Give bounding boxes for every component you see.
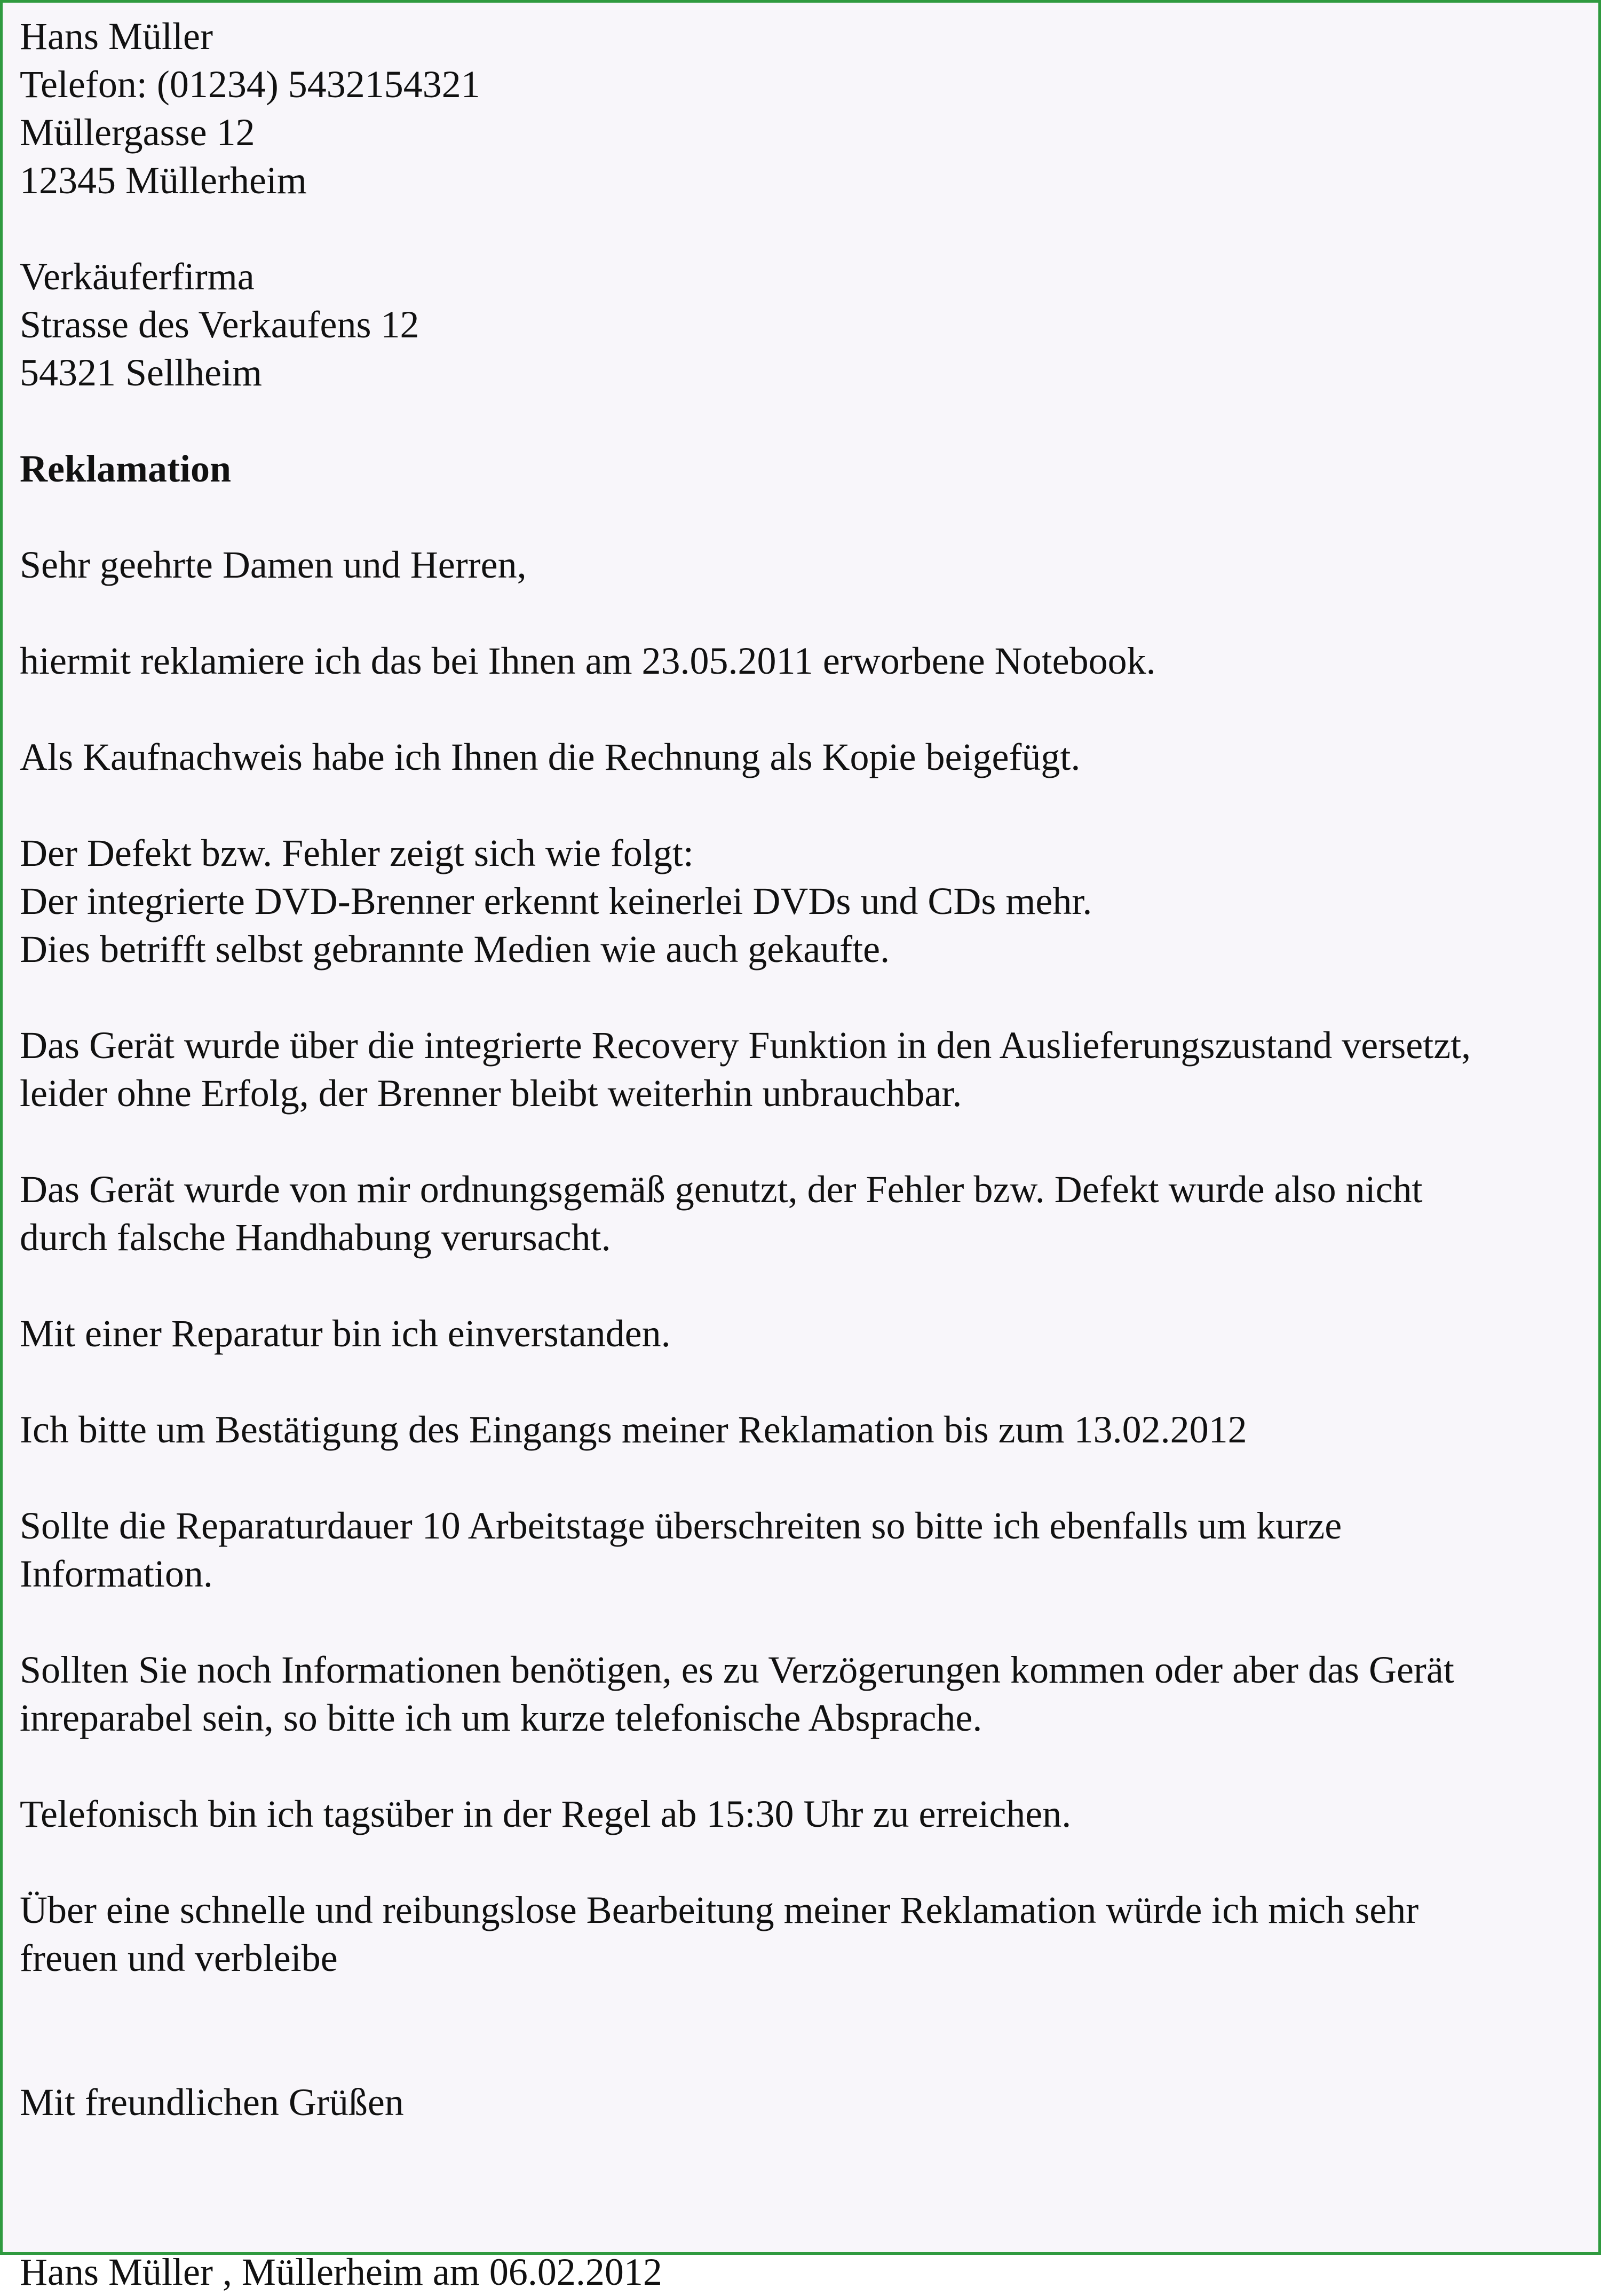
body-line: freuen und verbleibe — [20, 1937, 338, 1979]
body-line: Mit einer Reparatur bin ich einverstanden. — [20, 1312, 671, 1355]
paragraph-spacer — [20, 1117, 1594, 1165]
paragraph-spacer — [20, 1598, 1594, 1646]
letter-body — [20, 637, 1594, 1982]
sender-block — [20, 12, 1594, 204]
paragraph-defect — [20, 829, 1594, 973]
sender-city: 12345 Müllerheim — [20, 159, 307, 202]
body-line: Das Gerät wurde von mir ordnungsgemäß genutzt, der Fehler bzw. Defekt wurde also nicht — [20, 1168, 1423, 1211]
paragraph-phone-availability — [20, 1790, 1594, 1838]
paragraph-spacer — [20, 781, 1594, 829]
paragraph-spacer — [20, 973, 1594, 1021]
letter-subject: Reklamation — [20, 447, 231, 490]
sender-phone: Telefon: (01234) 5432154321 — [20, 63, 480, 106]
paragraph-spacer — [20, 1454, 1594, 1502]
body-line: Als Kaufnachweis habe ich Ihnen die Rechnung als Kopie beigefügt. — [20, 736, 1081, 778]
paragraph-spacer — [20, 1838, 1594, 1886]
spacer — [20, 493, 1594, 541]
body-line: Ich bitte um Bestätigung des Eingangs meiner Reklamation bis zum 13.02.2012 — [20, 1408, 1247, 1451]
body-line: Telefonisch bin ich tagsüber in der Regel ab 15:30 Uhr zu erreichen. — [20, 1793, 1072, 1835]
spacer — [20, 204, 1594, 253]
sender-name: Hans Müller — [20, 15, 213, 58]
body-line: inreparabel sein, so bitte ich um kurze telefonische Absprache. — [20, 1697, 982, 1739]
signature-spacer — [20, 2126, 1594, 2248]
salutation: Sehr geehrte Damen und Herren, — [20, 543, 527, 586]
body-line: durch falsche Handhabung verursacht. — [20, 1216, 611, 1259]
recipient-company: Verkäuferfirma — [20, 255, 255, 298]
paragraph-duration — [20, 1502, 1594, 1598]
paragraph-recovery — [20, 1021, 1594, 1117]
body-line: hiermit reklamiere ich das bei Ihnen am 23.05.2011 erworbene Notebook. — [20, 640, 1156, 682]
paragraph-information — [20, 1646, 1594, 1742]
body-line: Information. — [20, 1552, 213, 1595]
spacer — [20, 397, 1594, 445]
signature-line: Hans Müller , Müllerheim am 06.02.2012 — [20, 2251, 662, 2293]
recipient-block — [20, 253, 1594, 397]
paragraph-spacer — [20, 1261, 1594, 1309]
paragraph-spacer — [20, 1358, 1594, 1406]
paragraph-confirmation — [20, 1406, 1594, 1454]
body-line: leider ohne Erfolg, der Brenner bleibt weiterhin unbrauchbar. — [20, 1072, 962, 1115]
letter-content — [20, 12, 1594, 2296]
paragraph-repair — [20, 1309, 1594, 1358]
paragraph-proof — [20, 733, 1594, 781]
paragraph-spacer — [20, 685, 1594, 733]
paragraph-closing-text — [20, 1886, 1594, 1982]
paragraph-purchase — [20, 637, 1594, 685]
closing-greeting: Mit freundlichen Grüßen — [20, 2081, 404, 2124]
paragraph-usage — [20, 1165, 1594, 1261]
body-line: Sollte die Reparaturdauer 10 Arbeitstage überschreiten so bitte ich ebenfalls um kurze — [20, 1504, 1342, 1547]
recipient-street: Strasse des Verkaufens 12 — [20, 303, 419, 346]
spacer — [20, 589, 1594, 637]
sender-street: Müllergasse 12 — [20, 111, 255, 154]
body-line: Sollten Sie noch Informationen benötigen, es zu Verzögerungen kommen oder aber das Gerät — [20, 1648, 1454, 1691]
body-line: Das Gerät wurde über die integrierte Recovery Funktion in den Auslieferungszustand versetzt, — [20, 1024, 1471, 1067]
body-line: Der integrierte DVD-Brenner erkennt keinerlei DVDs und CDs mehr. — [20, 880, 1092, 922]
body-line: Dies betrifft selbst gebrannte Medien wie auch gekaufte. — [20, 928, 890, 971]
recipient-city: 54321 Sellheim — [20, 351, 262, 394]
closing-spacer — [20, 1982, 1594, 2078]
paragraph-spacer — [20, 1742, 1594, 1790]
body-line: Über eine schnelle und reibungslose Bearbeitung meiner Reklamation würde ich mich sehr — [20, 1889, 1419, 1931]
body-line: Der Defekt bzw. Fehler zeigt sich wie folgt: — [20, 832, 694, 874]
